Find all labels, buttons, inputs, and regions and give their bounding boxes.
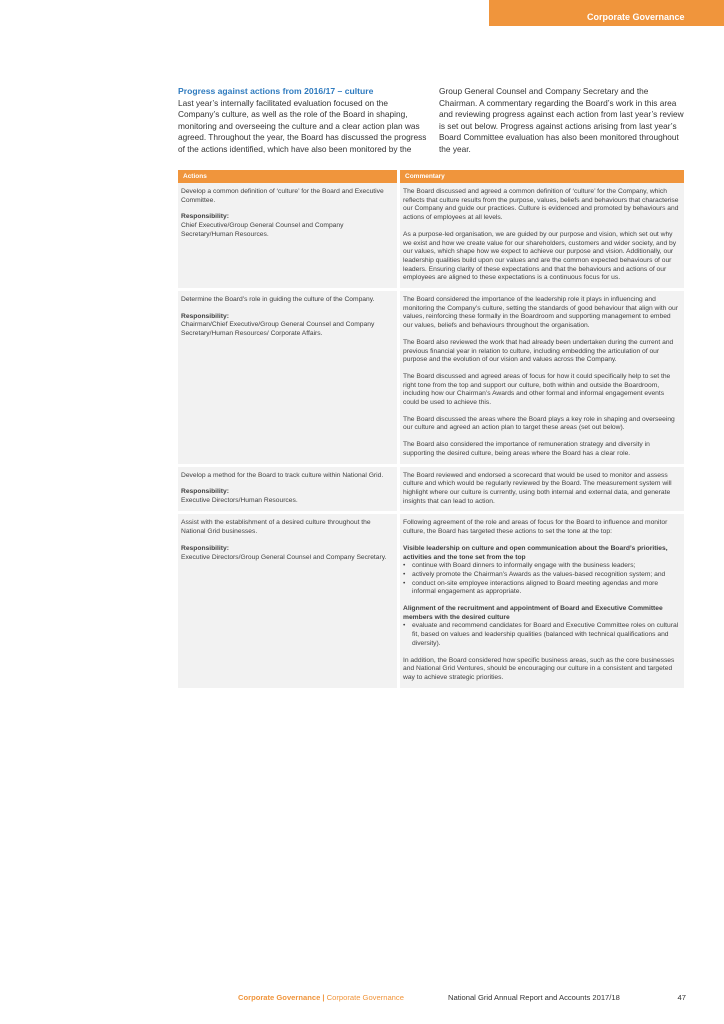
- commentary-paragraph: The Board discussed and agreed a common definition of ‘culture’ for the Company, which reflects that culture results from the purpose, values, beliefs and behaviours that characterise our Company and guide our practices. Culture is evidenced and promoted by behaviours and actions of employees at all levels.: [403, 188, 679, 222]
- bullet-list: [403, 562, 680, 597]
- section-tab: Corporate Governance: [489, 0, 724, 26]
- footer-separator: |: [322, 993, 325, 1002]
- list-item: • actively promote the Chairman’s Awards as the values-based recognition system; and: [403, 571, 680, 580]
- commentary-paragraph: The Board discussed and agreed areas of focus for how it could specifically help to set the right tone from the top and support our culture, both within and outside the Boardroom, including how our Chairman’s Awards and other formal and informal engagement events could be used to achieve this.: [403, 372, 671, 407]
- table-row: [178, 290, 684, 466]
- commentary-paragraph: The Board also reviewed the work that had already been undertaken during the current and previous financial year in relation to culture, including embedding the articulation of our purpose and the evolution of our vision and values across the Company.: [403, 338, 674, 364]
- commentary-paragraph: The Board considered the importance of the leadership role it plays in influencing and monitoring the Company’s culture, setting the standards of good behaviour that align with our values, reinforcing these formally in the Boardroom and supporting management to embed our values, beliefs and behaviours throughout the organisation.: [403, 296, 678, 330]
- commentary-paragraph: Following agreement of the role and areas of focus for the Board to influence and monitor culture, the Board has targeted these actions to set the tone at the top:: [403, 519, 668, 536]
- responsibility-text: Chairman/Chief Executive/Group General Counsel and Company Secretary/Human Resources/ Corporate Affairs.: [181, 321, 375, 338]
- table-row: [178, 465, 684, 513]
- page-footer: [238, 993, 686, 1002]
- responsibility-label: Responsibility:: [181, 488, 229, 496]
- responsibility-label: Responsibility:: [181, 312, 229, 320]
- action-text: Assist with the establishment of a desired culture throughout the National Grid businesses.: [181, 519, 371, 536]
- action-cell: [178, 465, 399, 513]
- responsibility-text: Executive Directors/Group General Counsel and Company Secretary.: [181, 553, 387, 561]
- responsibility-label: Responsibility:: [181, 544, 229, 552]
- intro-text: [178, 86, 688, 156]
- list-item: • evaluate and recommend candidates for Board and Executive Committee roles on cultural fit, based on values and leadership qualities (balanced with technical qualifications and diversity).: [403, 622, 680, 648]
- list-item: • conduct on-site employee interactions aligned to Board meeting agendas and more informal engagement as appropriate.: [403, 580, 680, 597]
- actions-column-header: Actions: [178, 170, 399, 183]
- commentary-paragraph: The Board also considered the importance of remuneration strategy and diversity in supporting the desired culture, being areas where the Board has a clear role.: [403, 441, 650, 457]
- commentary-subheading: Visible leadership on culture and open communication about the Board’s priorities, activities and the tone set from the top: [403, 544, 668, 561]
- commentary-cell: [399, 513, 685, 688]
- commentary-paragraph: In addition, the Board considered how specific business areas, such as the core businesses and National Grid Ventures, should be encouraging our culture in a consistent and targeted way to achieve strategic priorities.: [403, 656, 675, 681]
- table-header-row: [178, 170, 684, 183]
- commentary-column-header: Commentary: [399, 170, 685, 183]
- actions-table: [178, 170, 684, 688]
- footer-subsection: Corporate Governance: [326, 993, 404, 1002]
- action-text: Develop a method for the Board to track culture within National Grid.: [181, 471, 384, 479]
- table-row: [178, 513, 684, 688]
- footer-section: Corporate Governance: [238, 993, 321, 1002]
- intro-heading: Progress against actions from 2016/17 – culture: [178, 86, 374, 96]
- commentary-cell: [399, 465, 685, 513]
- intro-body: Last year’s internally facilitated evaluation focused on the Company’s culture, as well as the role of the Board in shaping, monitoring and overseeing the culture and a clear action plan was agreed. Throughout the year, the Board has discussed the progress of the actions identified, which have also been monitored by the Group General Counsel and Company Secretary and the Chairman. A commentary regarding the Board’s work in this area and reviewing progress against each action from last year’s review is set out below. Progress against actions arising from last year’s Board Committee evaluation has also been monitored throughout the year.: [178, 86, 684, 154]
- commentary-paragraph: As a purpose-led organisation, we are guided by our purpose and vision, which set out why we exist and how we create value for our shareholders, customers and wider society, and by our values, which shape how we expect to achieve our purpose and vision. Additionally, our leadership qualities build upon our values and are the common expected behaviours of our leaders. Ensuring clarity of these expectations and that the behaviours and actions of our employees are aligned to these expectations is a continuous focus for us.: [403, 230, 677, 282]
- list-item: • continue with Board dinners to informally engage with the business leaders;: [403, 562, 680, 571]
- action-cell: [178, 513, 399, 688]
- commentary-cell: [399, 183, 685, 290]
- responsibility-label: Responsibility:: [181, 213, 229, 221]
- action-cell: [178, 290, 399, 466]
- table-row: [178, 183, 684, 290]
- footer-report-title: National Grid Annual Report and Accounts 2017/18: [448, 993, 620, 1002]
- action-text: Develop a common definition of ‘culture’ for the Board and Executive Committee.: [181, 188, 384, 204]
- responsibility-text: Executive Directors/Human Resources.: [181, 496, 298, 504]
- page-number: 47: [677, 993, 686, 1002]
- commentary-cell: [399, 290, 685, 466]
- bullet-list: [403, 622, 680, 648]
- commentary-paragraph: The Board discussed the areas where the Board plays a key role in shaping and overseeing our culture and agreed an action plan to target these areas (set out below).: [403, 415, 675, 432]
- action-text: Determine the Board’s role in guiding the culture of the Company.: [181, 296, 375, 304]
- commentary-paragraph: The Board reviewed and endorsed a scorecard that would be used to monitor and assess culture and which would be regularly reviewed by the Board. The measurement system will highlight where our culture is currently, using both internal and external data, and generate insights that can lead to action.: [403, 471, 672, 505]
- commentary-subheading: Alignment of the recruitment and appointment of Board and Executive Committee members with the desired culture: [403, 605, 663, 621]
- responsibility-text: Chief Executive/Group General Counsel and Company Secretary/Human Resources.: [181, 222, 344, 238]
- action-cell: [178, 183, 399, 290]
